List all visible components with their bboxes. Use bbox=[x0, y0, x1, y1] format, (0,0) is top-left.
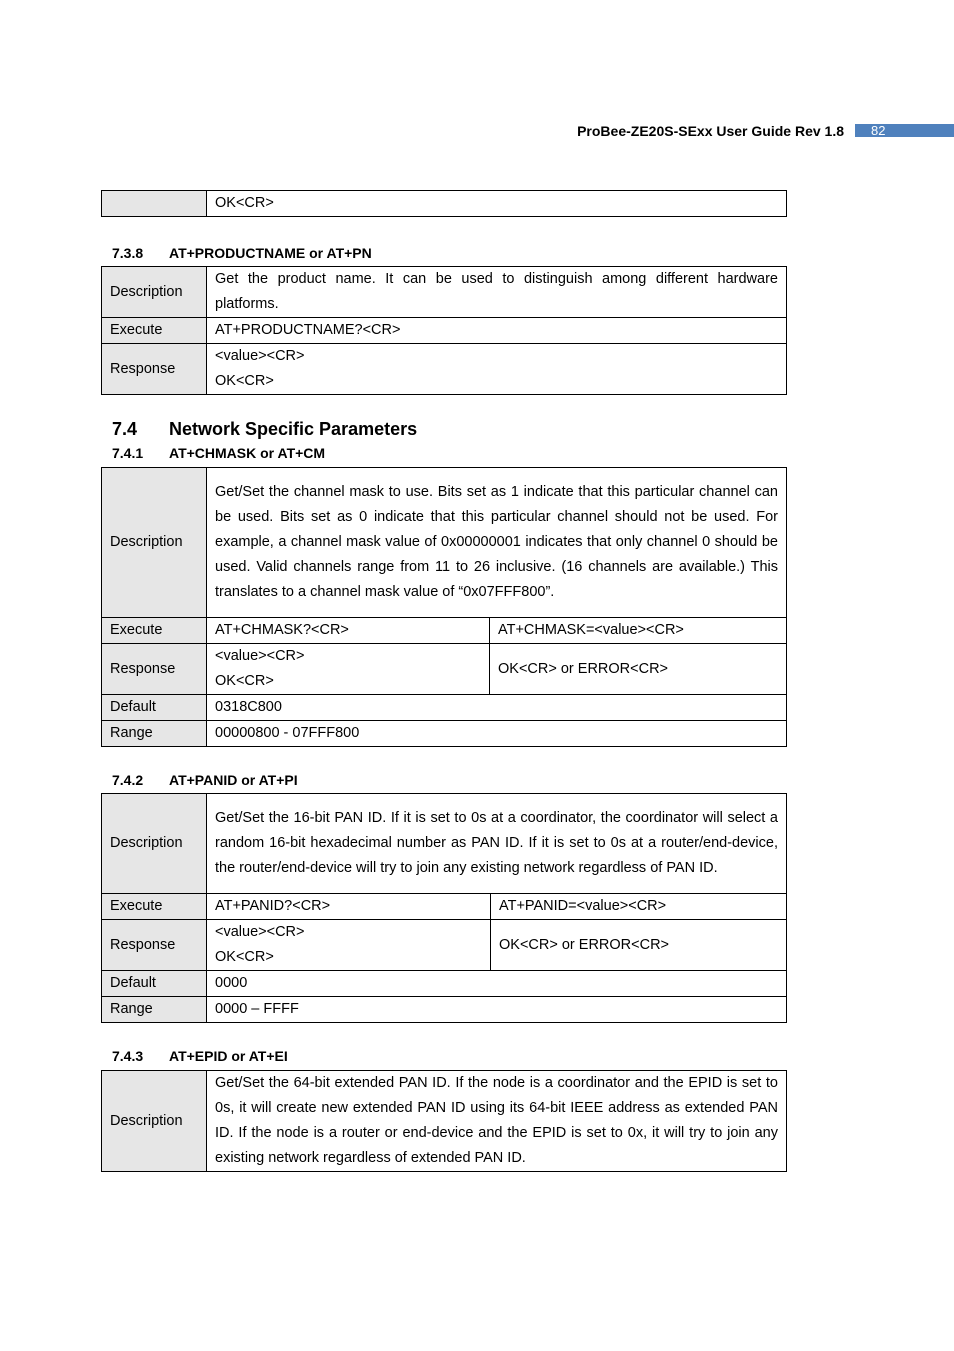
range-label: Range bbox=[102, 997, 207, 1023]
description-label: Description bbox=[102, 267, 207, 318]
section-heading-7-4-2: 7.4.2 AT+PANID or AT+PI bbox=[112, 772, 298, 788]
execute-set-cell: AT+CHMASK=<value><CR> bbox=[490, 618, 787, 644]
description-label: Description bbox=[102, 794, 207, 894]
section-heading-7-3-8: 7.3.8 AT+PRODUCTNAME or AT+PN bbox=[112, 245, 372, 261]
description-cell: Get/Set the channel mask to use. Bits set as 1 indicate that this particular channel can be used. Bits set as 0 indicate that this particular channel should not be used. For example, a channel mask value of 0x00000001 indicates that only channel 0 should be used. Valid channels range from 11 to 26 inclusive. (16 channels are available.) This translates to a channel mask value of “0x07FFF800”. bbox=[207, 468, 787, 618]
execute-label: Execute bbox=[102, 894, 207, 920]
execute-get-cell: AT+PANID?<CR> bbox=[207, 894, 491, 920]
response-cell: OK<CR> bbox=[207, 191, 787, 217]
range-label: Range bbox=[102, 721, 207, 747]
response-label: Response bbox=[102, 920, 207, 971]
response-get-cell: <value><CR> OK<CR> bbox=[207, 644, 490, 695]
description-cell: Get/Set the 64-bit extended PAN ID. If the node is a coordinator and the EPID is set to 0s, it will create new extended PAN ID using its 64-bit IEEE address as extended PAN ID. If the node is a router or end-device and the EPID is set to 0x, it will try to join any existing network regardless of extended PAN ID. bbox=[207, 1071, 787, 1172]
response-set-cell: OK<CR> or ERROR<CR> bbox=[491, 920, 787, 971]
description-label: Description bbox=[102, 1071, 207, 1172]
default-label: Default bbox=[102, 695, 207, 721]
default-label: Default bbox=[102, 971, 207, 997]
section-heading-7-4-3: 7.4.3 AT+EPID or AT+EI bbox=[112, 1048, 288, 1064]
range-cell: 0000 – FFFF bbox=[207, 997, 787, 1023]
response-label: Response bbox=[102, 344, 207, 395]
execute-label: Execute bbox=[102, 618, 207, 644]
range-cell: 00000800 - 07FFF800 bbox=[207, 721, 787, 747]
section-heading-7-4: 7.4 Network Specific Parameters bbox=[112, 419, 418, 439]
continued-table bbox=[101, 190, 787, 217]
response-label: Response bbox=[102, 644, 207, 695]
default-cell: 0318C800 bbox=[207, 695, 787, 721]
description-cell: Get the product name. It can be used to distinguish among different hardware platforms. bbox=[207, 267, 787, 318]
section-heading-7-4-1: 7.4.1 AT+CHMASK or AT+CM bbox=[112, 445, 326, 461]
description-cell: Get/Set the 16-bit PAN ID. If it is set to 0s at a coordinator, the coordinator will select a random 16-bit hexadecimal number as PAN ID. If it is set to 0s at a router/end-device, the router/end-device will try to join any existing network regardless of PAN ID. bbox=[207, 794, 787, 894]
empty-label-cell bbox=[102, 191, 207, 217]
default-cell: 0000 bbox=[207, 971, 787, 997]
panid-table bbox=[101, 793, 787, 1023]
execute-set-cell: AT+PANID=<value><CR> bbox=[491, 894, 787, 920]
page-number: 82 bbox=[855, 124, 954, 137]
response-set-cell: OK<CR> or ERROR<CR> bbox=[490, 644, 787, 695]
execute-cell: AT+PRODUCTNAME?<CR> bbox=[207, 318, 787, 344]
productname-table bbox=[101, 266, 787, 395]
response-get-cell: <value><CR> OK<CR> bbox=[207, 920, 491, 971]
document-title: ProBee-ZE20S-SExx User Guide Rev 1.8 bbox=[577, 123, 844, 139]
response-cell: <value><CR> OK<CR> bbox=[207, 344, 787, 395]
execute-label: Execute bbox=[102, 318, 207, 344]
epid-table bbox=[101, 1070, 787, 1172]
chmask-table bbox=[101, 467, 787, 747]
execute-get-cell: AT+CHMASK?<CR> bbox=[207, 618, 490, 644]
description-label: Description bbox=[102, 468, 207, 618]
